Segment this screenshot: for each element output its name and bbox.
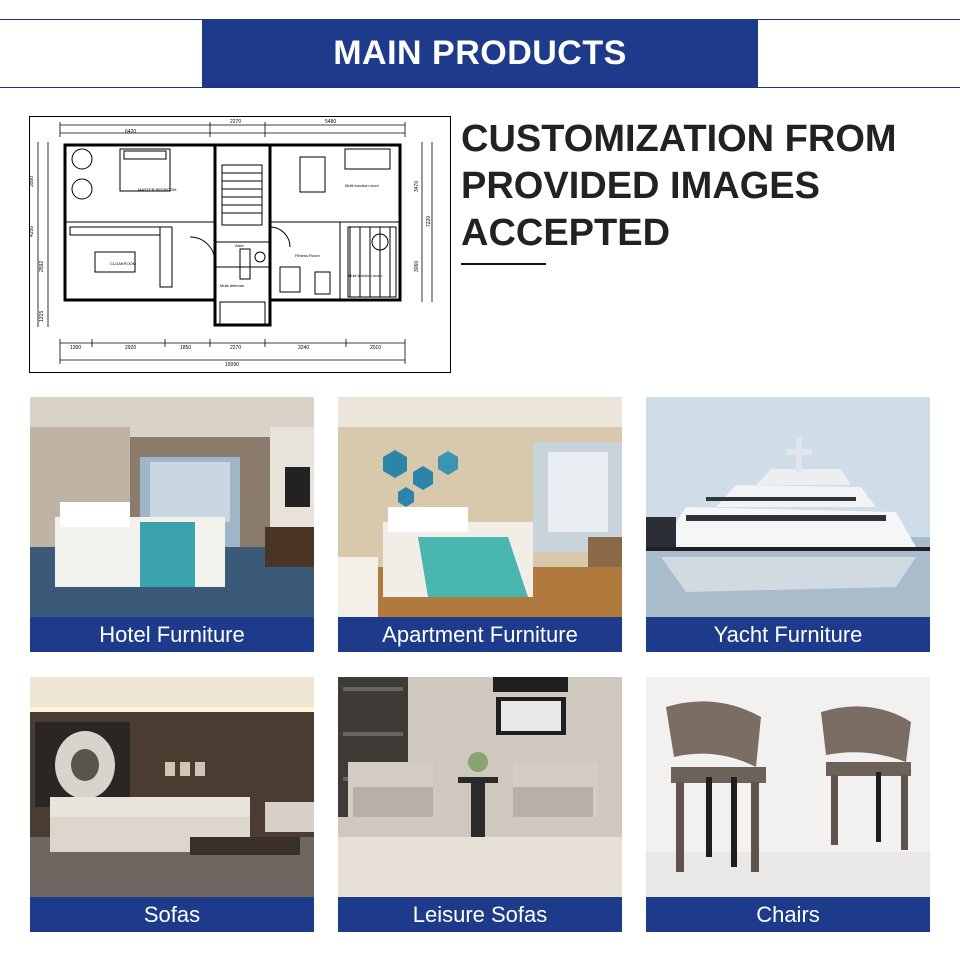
customization-headline <box>461 116 941 257</box>
dim-top-2: 2270 <box>230 119 242 125</box>
product-card-leisure-sofas[interactable] <box>338 677 622 932</box>
yacht-furniture-image <box>646 397 930 617</box>
product-label-apartment-furniture: Apartment Furniture <box>338 617 622 652</box>
product-card-yacht-furniture[interactable] <box>646 397 930 652</box>
dim-right-3: 3060 <box>414 260 420 272</box>
product-card-sofas[interactable] <box>30 677 314 932</box>
header-line-bottom <box>0 87 960 88</box>
product-card-hotel-furniture[interactable] <box>30 397 314 652</box>
headline-line-1: CUSTOMIZATION FROM <box>461 118 897 160</box>
floor-plan-drawing <box>30 117 450 372</box>
product-card-apartment-furniture[interactable] <box>338 397 622 652</box>
sofas-image <box>30 677 314 897</box>
dim-left-2: 4250 <box>29 225 35 237</box>
product-card-chairs[interactable] <box>646 677 930 932</box>
dim-left-4: 1315 <box>39 310 45 322</box>
room-master-bedroom: MASTER BEDROOM <box>138 187 177 192</box>
dim-top-3: 5480 <box>325 119 337 125</box>
room-multi-function-1: Multi function room <box>345 183 379 188</box>
room-fitness: Fitness Room <box>295 253 320 258</box>
product-label-hotel-furniture: Hotel Furniture <box>30 617 314 652</box>
dim-bottom-4: 2270 <box>230 345 242 351</box>
dim-right-1: 3470 <box>414 180 420 192</box>
product-label-sofas: Sofas <box>30 897 314 932</box>
dim-top-1: 6420 <box>125 129 137 135</box>
room-multi-defense: Multi-defense <box>220 283 245 288</box>
dim-left-1: 3500 <box>29 175 35 187</box>
dim-bottom-6: 2010 <box>370 345 382 351</box>
dim-bottom-3: 1850 <box>180 345 192 351</box>
product-label-yacht-furniture: Yacht Furniture <box>646 617 930 652</box>
headline-underline <box>461 263 546 265</box>
leisure-sofas-image <box>338 677 622 897</box>
room-cloakroom: CLOAKROOM <box>110 261 137 266</box>
dim-total: 15090 <box>225 362 239 368</box>
dim-left-3: 2592 <box>39 260 45 272</box>
apartment-furniture-image <box>338 397 622 617</box>
dim-right-2: 7220 <box>426 215 432 227</box>
room-multi-function-2: Multi function room <box>348 273 382 278</box>
product-label-leisure-sofas: Leisure Sofas <box>338 897 622 932</box>
product-label-chairs: Chairs <box>646 897 930 932</box>
banner-title: MAIN PRODUCTS <box>333 33 627 72</box>
dim-bottom-1: 1300 <box>70 345 82 351</box>
dim-bottom-2: 2920 <box>125 345 137 351</box>
chairs-image <box>646 677 930 897</box>
floor-plan-image <box>29 116 451 373</box>
headline-line-2: PROVIDED IMAGES <box>461 165 820 207</box>
room-aisle: Aisle <box>235 243 244 248</box>
headline-line-3: ACCEPTED <box>461 212 671 254</box>
main-products-banner <box>202 19 758 87</box>
hotel-furniture-image <box>30 397 314 617</box>
dim-bottom-5: 3240 <box>298 345 310 351</box>
